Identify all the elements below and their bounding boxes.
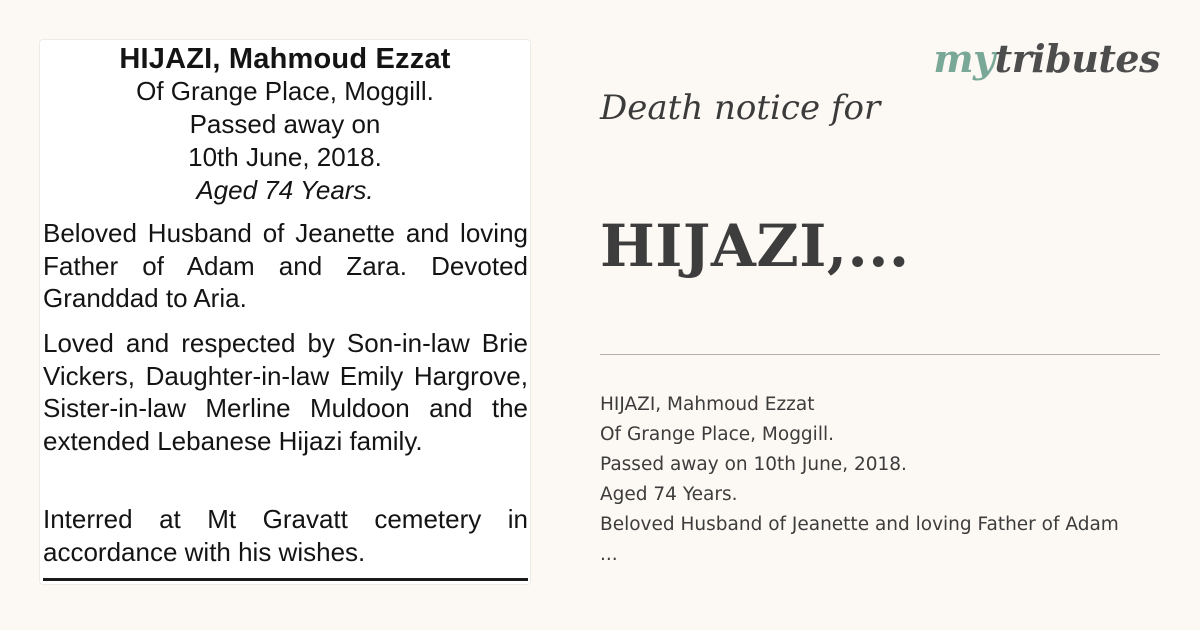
mytributes-logo[interactable]: [933, 36, 1160, 81]
excerpt-line: HIJAZI, Mahmoud Ezzat: [600, 394, 815, 415]
excerpt-ellipsis: ...: [600, 544, 618, 565]
excerpt-line: Of Grange Place, Moggill.: [600, 424, 834, 445]
logo-rest-text: tributes: [994, 36, 1160, 81]
deceased-name-heading: HIJAZI,...: [600, 212, 910, 280]
clipping-paragraph-family: Beloved Husband of Jeanette and loving Father of Adam and Zara. Devoted Granddad to Aria.: [43, 218, 528, 313]
clipping-address: Of Grange Place, Moggill.: [136, 76, 434, 106]
clipping-passed-line1: Passed away on: [189, 109, 381, 139]
clipping-age: Aged 74 Years.: [196, 175, 374, 205]
section-divider: [600, 354, 1160, 355]
logo-accent-text: my: [933, 36, 995, 81]
clipping-paragraph-interment: Interred at Mt Gravatt cemetery in accordance with his wishes.: [43, 504, 528, 567]
excerpt-line: Passed away on 10th June, 2018.: [600, 454, 907, 475]
notice-excerpt: [600, 390, 1180, 570]
clipping-bottom-rule: [43, 578, 528, 581]
clipping-passed-line2: 10th June, 2018.: [188, 142, 382, 172]
notice-subtitle: Death notice for: [600, 88, 881, 128]
clipping-paragraph-relatives: Loved and respected by Son-in-law Brie Vickers, Daughter-in-law Emily Hargrove, Sister-in-law Merline Muldoon and the extended Lebanese Hijazi family.: [43, 328, 528, 456]
notice-clipping-image: [40, 40, 530, 584]
clipping-name: HIJAZI, Mahmoud Ezzat: [119, 43, 451, 75]
excerpt-line: Beloved Husband of Jeanette and loving Father of Adam: [600, 514, 1119, 535]
excerpt-line: Aged 74 Years.: [600, 484, 738, 505]
